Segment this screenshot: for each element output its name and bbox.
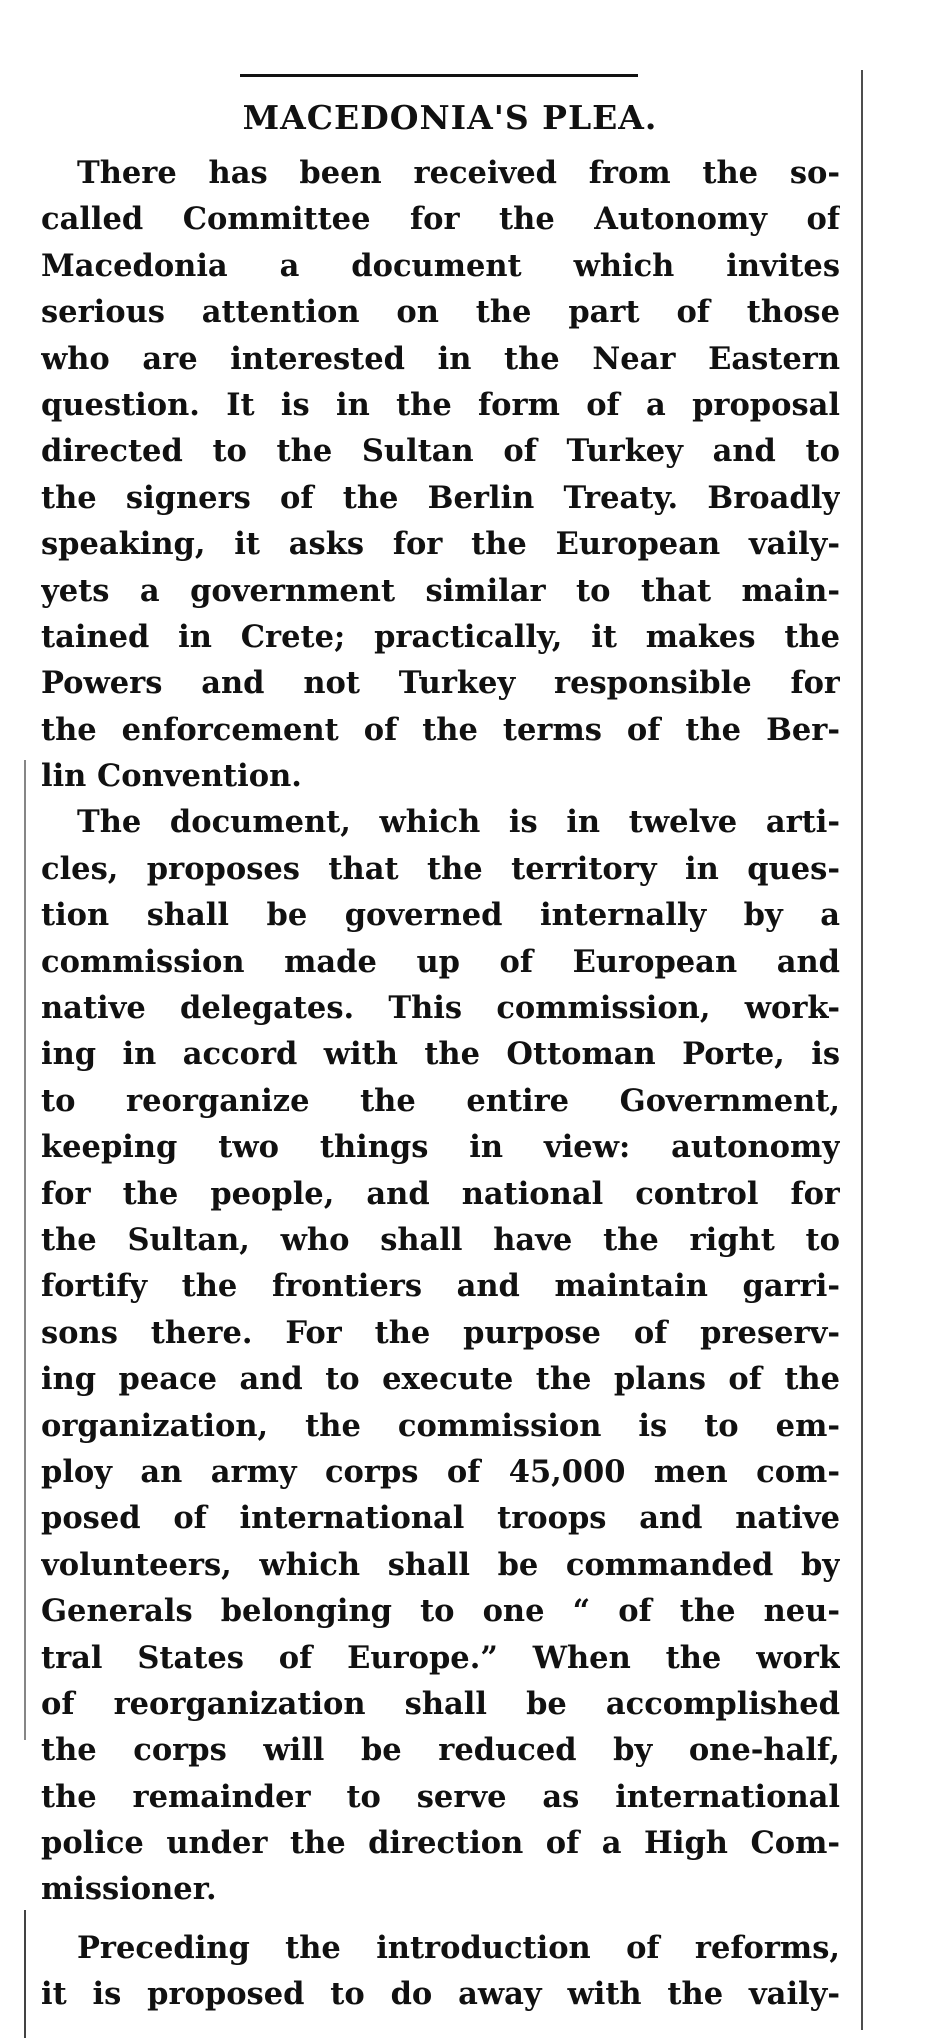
article-headline: MACEDONIA'S PLEA. xyxy=(242,98,658,137)
text-line: Macedonia a document which invites xyxy=(41,247,840,284)
top-rule xyxy=(240,74,638,77)
text-line: serious attention on the part of those xyxy=(41,294,840,331)
text-line: missioner. xyxy=(41,1871,217,1908)
paragraph-3 xyxy=(41,1925,840,2018)
text-line: tained in Crete; practically, it makes the xyxy=(41,618,840,655)
text-line: native delegates. This commission, work- xyxy=(41,990,840,1027)
text-line: commission made up of European and xyxy=(41,943,840,980)
text-line: tion shall be governed internally by a xyxy=(41,897,840,934)
text-line: the corps will be reduced by one-half, xyxy=(41,1732,840,1769)
text-line: Powers and not Turkey responsible for xyxy=(41,665,840,702)
text-line: fortify the frontiers and maintain garri- xyxy=(41,1268,840,1305)
column-rule-left-lower xyxy=(24,1910,26,2038)
paragraph-1 xyxy=(41,150,840,799)
text-line: to reorganize the entire Government, xyxy=(41,1082,840,1119)
text-line: called Committee for the Autonomy of xyxy=(41,201,840,238)
text-line: the remainder to serve as international xyxy=(41,1778,840,1815)
text-line: There has been received from the so- xyxy=(77,155,840,191)
text-line: organization, the commission is to em- xyxy=(41,1407,840,1444)
text-line: the signers of the Berlin Treaty. Broadly xyxy=(41,479,840,516)
text-line: lin Convention. xyxy=(41,758,302,795)
column-rule-left-upper xyxy=(24,760,26,1740)
paragraph-gap xyxy=(41,1913,840,1925)
text-line: for the people, and national control for xyxy=(41,1175,840,1212)
text-line: sons there. For the purpose of preserv- xyxy=(41,1314,840,1351)
column-rule-right xyxy=(861,70,863,2030)
text-line: directed to the Sultan of Turkey and to xyxy=(41,433,840,470)
text-line: the enforcement of the terms of the Ber- xyxy=(41,711,840,748)
text-line: the Sultan, who shall have the right to xyxy=(41,1221,840,1258)
text-line: ploy an army corps of 45,000 men com- xyxy=(41,1453,840,1490)
text-line: Preceding the introduction of reforms, xyxy=(77,1929,840,1966)
text-line: volunteers, which shall be commanded by xyxy=(41,1546,840,1583)
text-line: posed of international troops and native xyxy=(41,1500,840,1537)
text-line: yets a government similar to that main- xyxy=(41,572,840,609)
text-line: keeping two things in view: autonomy xyxy=(41,1129,840,1166)
text-line: The document, which is in twelve arti- xyxy=(77,804,840,841)
text-line: speaking, it asks for the European vaily- xyxy=(41,526,840,563)
paragraph-2 xyxy=(41,799,840,1912)
text-line: Generals belonging to one “ of the neu- xyxy=(41,1593,840,1630)
text-line: question. It is in the form of a proposal xyxy=(41,386,840,423)
text-line: ing peace and to execute the plans of the xyxy=(41,1361,840,1398)
text-line: of reorganization shall be accomplished xyxy=(41,1685,840,1722)
text-line: who are interested in the Near Eastern xyxy=(41,340,840,377)
text-line: tral States of Europe.” When the work xyxy=(41,1639,840,1676)
text-line: ing in accord with the Ottoman Porte, is xyxy=(41,1036,840,1073)
article-body xyxy=(41,150,840,2018)
text-line: police under the direction of a High Com- xyxy=(41,1825,840,1862)
text-line: cles, proposes that the territory in ques- xyxy=(41,850,840,887)
text-line: it is proposed to do away with the vaily- xyxy=(41,1976,840,2013)
